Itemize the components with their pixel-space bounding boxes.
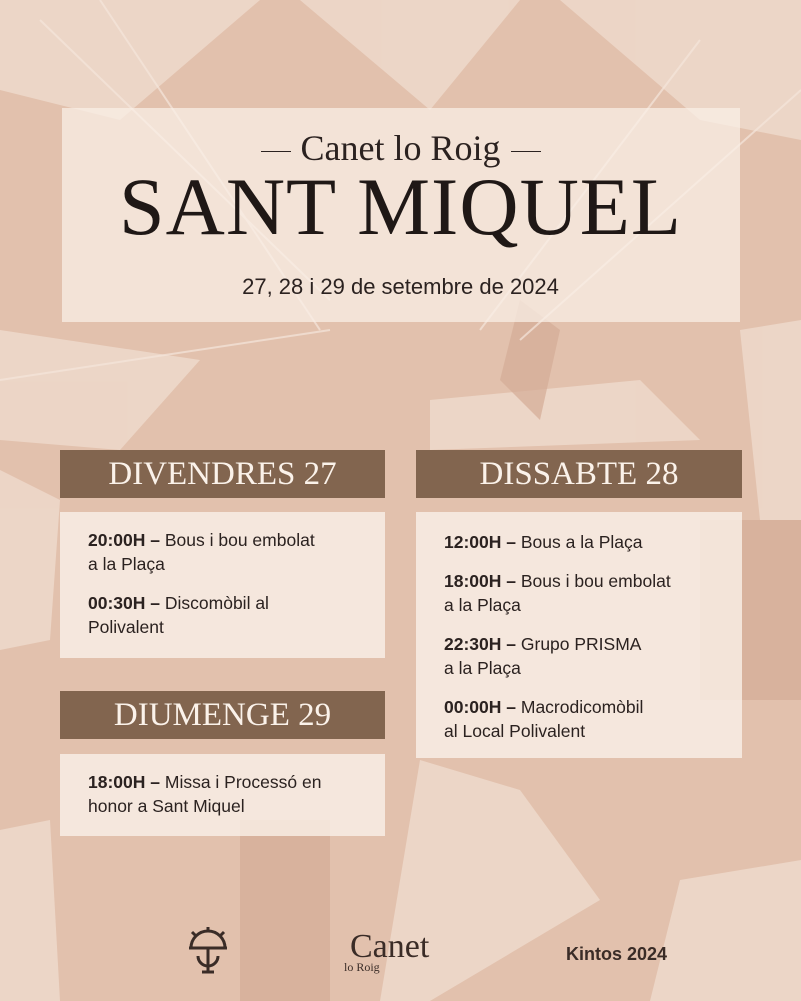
kintos-label: Kintos 2024	[566, 944, 668, 964]
event-dates: 27, 28 i 29 de setembre de 2024	[242, 274, 559, 299]
list-item	[444, 695, 716, 743]
event-time: 20:00H –	[88, 530, 160, 550]
event-desc: Grupo PRISMA	[520, 634, 642, 654]
event-desc: Bous i bou embolat	[164, 530, 315, 550]
canet-logo-sub: lo Roig	[344, 960, 380, 974]
event-desc-2: honor a Sant Miquel	[88, 796, 245, 816]
canet-logo	[344, 928, 464, 977]
list-item	[88, 591, 359, 639]
day-box-saturday	[416, 512, 742, 758]
event-desc-2: al Local Polivalent	[444, 721, 586, 741]
event-desc: Macrodicomòbil	[520, 697, 644, 717]
dash-left	[261, 151, 291, 153]
day-header-saturday: DISSABTE 28	[416, 450, 742, 498]
list-item	[444, 530, 716, 554]
event-desc: Missa i Processó en	[164, 772, 322, 792]
event-time: 18:00H –	[88, 772, 160, 792]
event-time: 12:00H –	[444, 532, 516, 552]
event-desc-2: a la Plaça	[444, 658, 521, 678]
list-item	[444, 569, 716, 617]
list-item	[88, 770, 359, 818]
day-header-friday: DIVENDRES 27	[60, 450, 385, 498]
list-item	[444, 632, 716, 680]
ceramic-emblem-icon	[183, 926, 233, 976]
day-box-sunday	[60, 754, 385, 836]
day-header-sunday: DIUMENGE 29	[60, 691, 385, 739]
event-desc: Discomòbil al	[164, 593, 269, 613]
list-item	[88, 528, 359, 576]
dash-right	[511, 151, 541, 153]
event-time: 22:30H –	[444, 634, 516, 654]
subtitle-text: Canet lo Roig	[300, 128, 501, 168]
event-desc: Bous a la Plaça	[520, 532, 643, 552]
event-desc-2: Polivalent	[88, 617, 164, 637]
event-desc-2: a la Plaça	[88, 554, 165, 574]
event-desc-2: a la Plaça	[444, 595, 521, 615]
event-time: 00:30H –	[88, 593, 160, 613]
canet-logo-main: Canet	[350, 928, 430, 965]
event-time: 18:00H –	[444, 571, 516, 591]
day-box-friday	[60, 512, 385, 658]
page-title: SANT MIQUEL	[119, 161, 682, 252]
event-time: 00:00H –	[444, 697, 516, 717]
event-desc: Bous i bou embolat	[520, 571, 671, 591]
